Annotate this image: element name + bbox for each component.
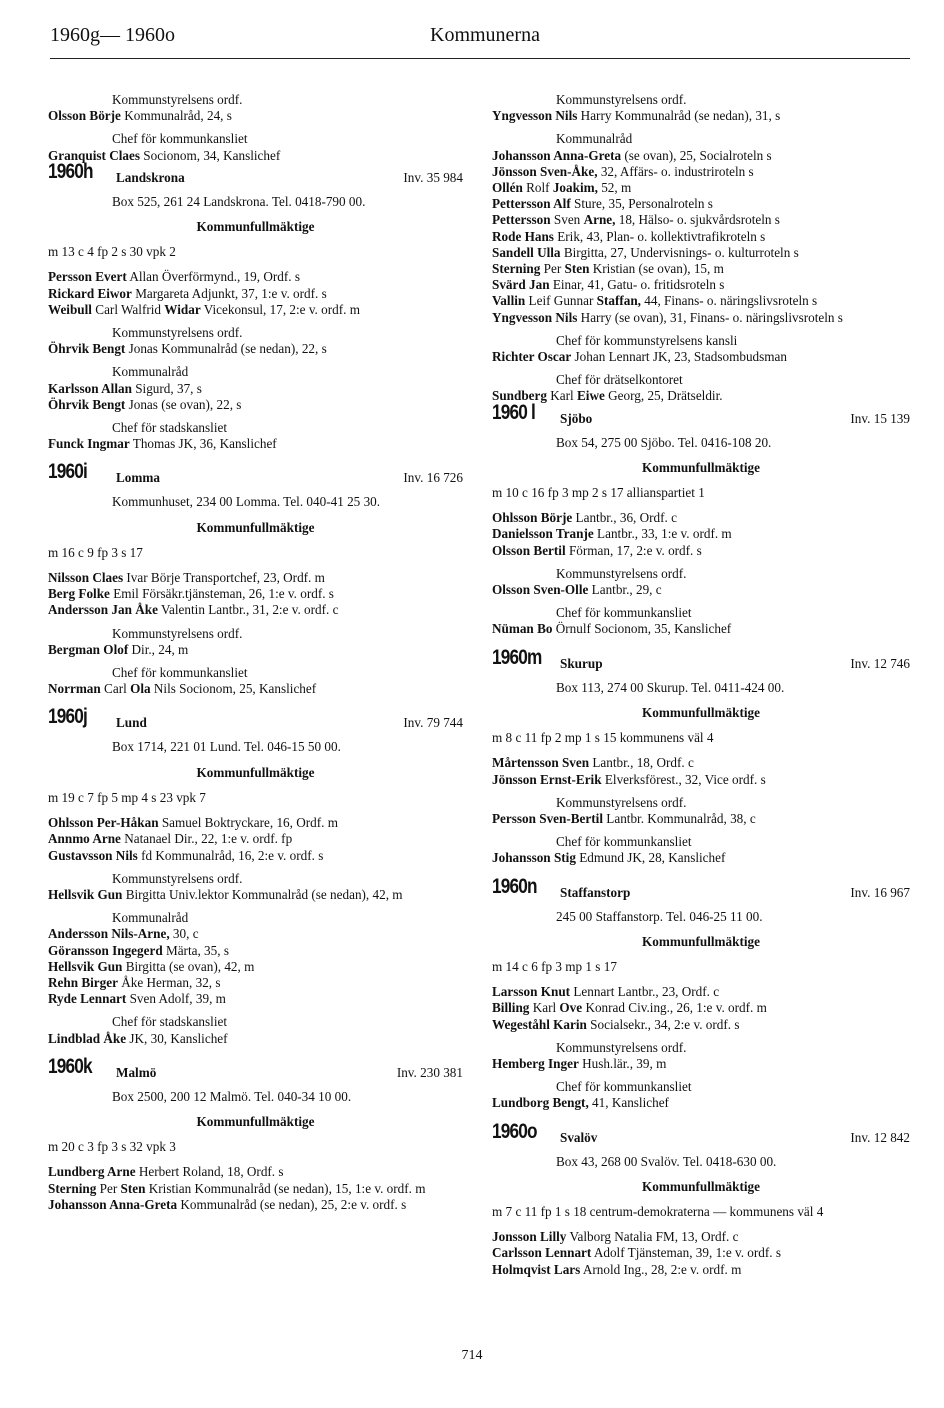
person-entry: [492, 1262, 910, 1278]
person-surname: Lundberg Arne: [48, 1164, 136, 1180]
page-number: 714: [461, 1348, 483, 1363]
person-entry: [492, 277, 910, 293]
seat-distribution: m 7 c 11 fp 1 s 18 centrum-demokraterna — kommunens väl 4: [492, 1203, 824, 1219]
population: Inv. 12 842: [850, 1129, 910, 1145]
person-details-2: 44, Finans- o. näringslivsroteln s: [640, 293, 818, 309]
person-details: Einar, 41, Gatu- o. fritidsroteln s: [549, 277, 725, 293]
person-surname: Funck Ingmar: [48, 436, 130, 452]
person-entry: [492, 212, 910, 228]
person-details: Per: [96, 1180, 121, 1196]
role-label: Kommunstyrelsens ordf.: [556, 92, 687, 107]
person-callname: Arne,: [583, 212, 616, 228]
person-details: Rolf: [522, 180, 553, 196]
municipality-name: Landskrona: [116, 169, 185, 185]
population: Inv. 79 744: [403, 715, 463, 731]
person-details: Carl Walfrid: [91, 301, 165, 317]
person-entry: [492, 229, 910, 245]
person-details: Lantbr., 18, Ordf. c: [589, 755, 694, 771]
person-details: Sigurd, 37, s: [131, 380, 202, 396]
role-label: Kommunstyrelsens ordf.: [556, 565, 687, 581]
role-label: Chef för kommunstyrelsens kansli: [556, 332, 738, 348]
role-label: Kommunstyrelsens ordf.: [112, 92, 243, 107]
municipality-name: Staffanstorp: [560, 884, 631, 900]
person-entry: [48, 302, 463, 318]
person-entry: [48, 975, 463, 991]
municipality-section: [48, 159, 463, 453]
person-surname: Olsson Börje: [48, 108, 121, 124]
person-details: Birgitta, 27, Undervisnings- o. kulturroteln s: [560, 244, 799, 260]
person-surname: Johansson Anna-Greta: [48, 1196, 178, 1212]
person-entry: [492, 293, 910, 309]
population: Inv. 16 726: [403, 470, 463, 486]
person-details: Allan Överförmynd., 19, Ordf. s: [126, 269, 300, 285]
person-surname: Persson Evert: [48, 269, 127, 285]
person-details: Dir., 24, m: [128, 641, 189, 657]
person-surname: Billing: [492, 1000, 530, 1016]
role-label: Chef för kommunkansliet: [556, 605, 692, 621]
person-details: Natanael Dir., 22, 1:e v. ordf. fp: [120, 831, 293, 847]
person-surname: Yngvesson Nils: [492, 309, 578, 325]
section-heading: [48, 705, 463, 737]
address: Box 1714, 221 01 Lund. Tel. 046-15 50 00.: [112, 739, 341, 755]
municipality-name: Skurup: [560, 655, 603, 671]
population: Inv. 230 381: [396, 1064, 463, 1080]
address: Box 2500, 200 12 Malmö. Tel. 040-34 10 00.: [112, 1088, 352, 1104]
municipality-code: 1960m: [492, 645, 542, 669]
person-surname: Bergman Olof: [48, 641, 129, 657]
person-surname: Johansson Anna-Greta: [492, 147, 622, 163]
officials: [492, 510, 910, 637]
person-entry: [48, 397, 463, 413]
person-entry: [492, 811, 910, 827]
person-surname: Weibull: [48, 301, 92, 317]
left-continuation: [48, 92, 463, 164]
person-surname: Wegeståhl Karin: [492, 1016, 587, 1032]
seat-distribution: m 10 c 16 fp 3 mp 2 s 17 allianspartiet 1: [492, 485, 705, 501]
person-surname: Carlsson Lennart: [492, 1245, 592, 1261]
seat-distribution: m 13 c 4 fp 2 s 30 vpk 2: [48, 244, 176, 260]
address: Box 525, 261 24 Landskrona. Tel. 0418-790 00.: [112, 193, 366, 209]
left-sections: [48, 159, 463, 1213]
person-details: Kommunalråd, 24, s: [120, 108, 232, 124]
person-details: Johan Lennart JK, 23, Stadsombudsman: [571, 349, 787, 365]
person-entry: [492, 388, 910, 404]
person-entry: [48, 148, 463, 164]
seat-distribution: m 20 c 3 fp 3 s 32 vpk 3: [48, 1139, 176, 1155]
person-entry: [492, 755, 910, 771]
person-entry: [48, 436, 463, 452]
person-details: Jonas Kommunalråd (se nedan), 22, s: [125, 341, 327, 357]
person-details: Lantbr., 29, c: [588, 582, 662, 598]
person-entry: [48, 991, 463, 1007]
person-surname: Öhrvik Bengt: [48, 341, 126, 357]
person-details: Örnulf Socionom, 35, Kanslichef: [552, 621, 732, 637]
officials: [48, 815, 463, 1047]
person-callname: Sten: [564, 261, 590, 277]
address: Box 43, 268 00 Svalöv. Tel. 0418-630 00.: [556, 1153, 777, 1169]
left-column: [48, 92, 463, 1213]
person-details: Herbert Roland, 18, Ordf. s: [135, 1164, 284, 1180]
person-details-2: Konrad Civ.ing., 26, 1:e v. ordf. m: [582, 1000, 767, 1016]
person-surname: Andersson Nils-Arne,: [48, 926, 170, 942]
role-label: Kommunalråd: [112, 910, 189, 926]
municipality-code: 1960i: [48, 460, 88, 484]
person-surname: Richter Oscar: [492, 349, 572, 365]
person-surname: Sundberg: [492, 388, 547, 404]
role-label: Kommunalråd: [556, 131, 633, 147]
seat-distribution: m 14 c 6 fp 3 mp 1 s 17: [492, 958, 617, 974]
person-surname: Lindblad Åke: [48, 1030, 127, 1046]
person-entry: [48, 108, 463, 124]
person-details: Valborg Natalia FM, 13, Ordf. c: [566, 1229, 739, 1245]
person-entry: [48, 570, 463, 586]
person-entry: [492, 108, 910, 124]
person-surname: Ryde Lennart: [48, 991, 127, 1007]
person-details: Thomas JK, 36, Kanslichef: [129, 436, 277, 452]
person-surname: Olsson Sven-Olle: [492, 582, 589, 598]
address: 245 00 Staffanstorp. Tel. 046-25 11 00.: [556, 908, 763, 924]
municipality-code: 1960h: [48, 159, 93, 183]
person-details: Erik, 43, Plan- o. kollektivtrafikroteln s: [553, 228, 766, 244]
person-details: Carl: [100, 681, 131, 697]
person-entry: [48, 1181, 463, 1197]
header-rule: [50, 58, 910, 59]
municipality-code: 1960j: [48, 705, 88, 729]
section-heading: [492, 645, 910, 678]
section-heading: [492, 1119, 910, 1152]
person-entry: [492, 621, 910, 637]
person-details: 30, c: [169, 926, 199, 942]
council-heading: Kommunfullmäktige: [196, 519, 315, 535]
person-details: Socialsekr., 34, 2:e v. ordf. s: [586, 1016, 740, 1032]
person-entry: [48, 341, 463, 357]
person-callname: Widar: [164, 301, 201, 317]
person-entry: [492, 772, 910, 788]
person-entry: [492, 1229, 910, 1245]
person-surname: Öhrvik Bengt: [48, 396, 126, 412]
role-label: Kommunstyrelsens ordf.: [556, 794, 687, 810]
person-surname: Ohlsson Börje: [492, 510, 573, 526]
right-column: [492, 92, 910, 1278]
person-details-2: 52, m: [597, 180, 632, 196]
person-details: Sture, 35, Personalroteln s: [570, 196, 713, 212]
person-entry: [492, 984, 910, 1000]
municipality-section: [492, 874, 910, 1112]
person-entry: [48, 943, 463, 959]
person-details: (se ovan), 25, Socialroteln s: [621, 147, 772, 163]
person-details: Sven Adolf, 39, m: [126, 991, 226, 1007]
officials: [492, 1229, 910, 1278]
person-details: Samuel Boktryckare, 16, Ordf. m: [158, 815, 338, 831]
role-label: Chef för stadskansliet: [112, 1014, 227, 1030]
person-entry: [48, 269, 463, 285]
person-entry: [48, 831, 463, 847]
person-entry: [492, 148, 910, 164]
person-details: Lantbr., 33, 1:e v. ordf. m: [593, 526, 732, 542]
person-surname: Johansson Stig: [492, 850, 576, 866]
person-surname: Sterning: [492, 261, 541, 277]
person-details: Leif Gunnar: [525, 293, 597, 309]
person-details: Elverksförest., 32, Vice ordf. s: [601, 771, 766, 787]
person-details-2: Vicekonsul, 17, 2:e v. ordf. m: [200, 301, 360, 317]
person-details: 41, Kanslichef: [588, 1095, 669, 1111]
page-header: [50, 24, 910, 56]
person-surname: Svärd Jan: [492, 277, 550, 293]
person-entry: [48, 1164, 463, 1180]
person-details-2: Nils Socionom, 25, Kanslichef: [150, 681, 317, 697]
section-heading: [48, 1054, 463, 1087]
person-entry: [492, 1095, 910, 1111]
person-surname: Pettersson Alf: [492, 196, 571, 212]
seat-distribution: m 8 c 11 fp 2 mp 1 s 15 kommunens väl 4: [492, 730, 714, 746]
section-heading: [492, 874, 910, 907]
person-details: Birgitta Univ.lektor Kommunalråd (se nedan), 42, m: [122, 886, 403, 902]
seat-distribution: m 16 c 9 fp 3 s 17: [48, 544, 143, 560]
person-surname: Jönsson Ernst-Erik: [492, 771, 602, 787]
person-surname: Holmqvist Lars: [492, 1261, 581, 1277]
right-sections: [492, 400, 910, 1278]
person-details: Märta, 35, s: [162, 942, 229, 958]
person-entry: [492, 196, 910, 212]
municipality-section: [48, 1054, 463, 1213]
person-entry: [492, 850, 910, 866]
person-details: Åke Herman, 32, s: [117, 974, 221, 990]
address: Box 54, 275 00 Sjöbo. Tel. 0416-108 20.: [556, 434, 772, 450]
person-surname: Berg Folke: [48, 586, 110, 602]
person-entry: [48, 681, 463, 697]
person-callname: Ola: [130, 681, 151, 697]
officials: [492, 984, 910, 1111]
person-surname: Lundborg Bengt,: [492, 1095, 589, 1111]
person-entry: [48, 815, 463, 831]
municipality-code: 1960o: [492, 1119, 537, 1143]
person-entry: [48, 586, 463, 602]
person-callname: Sten: [120, 1180, 146, 1196]
person-details: Karl: [546, 388, 578, 404]
person-details: Harry (se ovan), 31, Finans- o. näringslivsroteln s: [577, 309, 843, 325]
header-range: 1960g— 1960o: [50, 24, 175, 46]
person-surname: Rehn Birger: [48, 974, 118, 990]
person-details: Adolf Tjänsteman, 39, 1:e v. ordf. s: [591, 1245, 782, 1261]
municipality-section: [492, 645, 910, 867]
person-surname: Persson Sven-Bertil: [492, 810, 603, 826]
person-surname: Yngvesson Nils: [492, 108, 578, 124]
person-details: Harry Kommunalråd (se nedan), 31, s: [577, 108, 781, 124]
person-entry: [492, 310, 910, 326]
person-details: Valentin Lantbr., 31, 2:e v. ordf. c: [157, 602, 339, 618]
header-title: Kommunerna: [430, 24, 540, 46]
municipality-code: 1960 l: [492, 400, 535, 424]
person-surname: Hellsvik Gun: [48, 886, 123, 902]
section-heading: [492, 400, 910, 433]
municipality-section: [492, 400, 910, 638]
person-surname: Annmo Arne: [48, 831, 121, 847]
person-details: Förman, 17, 2:e v. ordf. s: [565, 542, 702, 558]
municipality-section: [48, 705, 463, 1046]
person-details: Hush.lär., 39, m: [578, 1055, 667, 1071]
right-continuation: [492, 92, 910, 405]
person-details: Edmund JK, 28, Kanslichef: [575, 850, 726, 866]
person-surname: Mårtensson Sven: [492, 755, 590, 771]
person-details: Lantbr. Kommunalråd, 38, c: [602, 810, 756, 826]
municipality-name: Lund: [116, 715, 147, 731]
person-entry: [48, 286, 463, 302]
person-details: Ivar Börje Transportchef, 23, Ordf. m: [123, 570, 325, 586]
person-entry: [492, 510, 910, 526]
person-entry: [48, 848, 463, 864]
officials: [48, 570, 463, 697]
person-entry: [48, 887, 463, 903]
person-entry: [48, 642, 463, 658]
population: Inv. 35 984: [403, 169, 463, 185]
person-details-2: 18, Hälso- o. sjukvårdsroteln s: [615, 212, 780, 228]
officials: [48, 269, 463, 452]
person-callname: Staffan,: [596, 293, 641, 309]
person-surname: Göransson Ingegerd: [48, 942, 163, 958]
person-entry: [492, 1056, 910, 1072]
role-label: Kommunstyrelsens ordf.: [556, 1039, 687, 1055]
person-surname: Hellsvik Gun: [48, 958, 123, 974]
municipality-section: [48, 460, 463, 697]
address: Box 113, 274 00 Skurup. Tel. 0411-424 00.: [556, 679, 785, 695]
person-surname: Sandell Ulla: [492, 244, 561, 260]
person-details: Lantbr., 36, Ordf. c: [572, 510, 677, 526]
person-entry: [48, 1197, 463, 1213]
role-label: Chef för kommunkansliet: [556, 1079, 692, 1095]
person-surname: Hemberg Inger: [492, 1055, 579, 1071]
person-details-2: Kristian Kommunalråd (se nedan), 15, 1:e v. ordf. m: [145, 1180, 426, 1196]
council-heading: Kommunfullmäktige: [642, 1178, 760, 1194]
municipality-section: [492, 1119, 910, 1278]
officials: [492, 755, 910, 866]
officials: [48, 1164, 463, 1213]
person-details: Socionom, 34, Kanslichef: [139, 147, 281, 163]
person-entry: [492, 582, 910, 598]
person-entry: [492, 261, 910, 277]
council-heading: Kommunfullmäktige: [642, 933, 760, 949]
council-heading: Kommunfullmäktige: [642, 459, 760, 475]
person-entry: [492, 1017, 910, 1033]
person-details: fd Kommunalråd, 16, 2:e v. ordf. s: [137, 847, 324, 863]
person-surname: Rickard Eiwor: [48, 285, 132, 301]
person-details: Emil Försäkr.tjänsteman, 26, 1:e v. ordf. s: [109, 586, 334, 602]
person-details: Birgitta (se ovan), 42, m: [122, 958, 255, 974]
person-entry: [48, 959, 463, 975]
person-callname: Ove: [559, 1000, 583, 1016]
person-callname: Joakim,: [552, 180, 598, 196]
council-heading: Kommunfullmäktige: [196, 219, 315, 235]
address: Kommunhuset, 234 00 Lomma. Tel. 040-41 25 30.: [112, 494, 381, 510]
person-entry: [492, 1000, 910, 1016]
person-surname: Nilsson Claes: [48, 570, 124, 586]
person-entry: [492, 543, 910, 559]
person-details: Lennart Lantbr., 23, Ordf. c: [570, 984, 720, 1000]
person-entry: [492, 245, 910, 261]
role-label: Chef för kommunkansliet: [112, 665, 248, 681]
person-details: Arnold Ing., 28, 2:e v. ordf. m: [580, 1261, 742, 1277]
person-entry: [492, 180, 910, 196]
role-label: Kommunstyrelsens ordf.: [112, 625, 243, 641]
council-heading: Kommunfullmäktige: [196, 1113, 315, 1129]
section-heading: [48, 159, 463, 192]
population: Inv. 15 139: [850, 410, 910, 426]
role-label: Chef för kommunkansliet: [112, 131, 248, 147]
person-details: Sven: [550, 212, 584, 228]
role-label: Kommunstyrelsens ordf.: [112, 325, 243, 341]
municipality-code: 1960k: [48, 1054, 92, 1078]
municipality-name: Svalöv: [560, 1129, 598, 1145]
person-callname: Eiwe: [577, 388, 605, 404]
person-details: Per: [540, 261, 565, 277]
person-details: 32, Affärs- o. industriroteln s: [597, 163, 754, 179]
person-surname: Larsson Knut: [492, 984, 571, 1000]
person-surname: Karlsson Allan: [48, 380, 132, 396]
person-details: Margareta Adjunkt, 37, 1:e v. ordf. s: [131, 285, 327, 301]
person-entry: [492, 164, 910, 180]
council-heading: Kommunfullmäktige: [642, 704, 760, 720]
person-surname: Nüman Bo: [492, 621, 553, 637]
person-details: Karl: [529, 1000, 560, 1016]
section-heading: [48, 460, 463, 492]
municipality-name: Sjöbo: [560, 410, 593, 426]
role-label: Kommunstyrelsens ordf.: [112, 870, 243, 886]
person-surname: Ollén: [492, 180, 523, 196]
person-surname: Sterning: [48, 1180, 97, 1196]
person-details-2: Georg, 25, Drätseldir.: [604, 388, 723, 404]
role-label: Kommunalråd: [112, 364, 189, 380]
person-details: Jonas (se ovan), 22, s: [125, 396, 242, 412]
person-surname: Granquist Claes: [48, 147, 140, 163]
population: Inv. 12 746: [850, 655, 910, 671]
role-label: Chef för drätselkontoret: [556, 372, 683, 388]
seat-distribution: m 19 c 7 fp 5 mp 4 s 23 vpk 7: [48, 789, 206, 805]
person-surname: Ohlsson Per-Håkan: [48, 815, 159, 831]
person-surname: Andersson Jan Åke: [48, 602, 158, 618]
municipality-name: Malmö: [116, 1064, 157, 1080]
role-label: Chef för kommunkansliet: [556, 834, 692, 850]
person-details: Kommunalråd (se nedan), 25, 2:e v. ordf. s: [177, 1196, 407, 1212]
person-entry: [48, 1031, 463, 1047]
person-entry: [48, 381, 463, 397]
person-surname: Jonsson Lilly: [492, 1229, 567, 1245]
person-entry: [48, 602, 463, 618]
population: Inv. 16 967: [850, 884, 910, 900]
municipality-code: 1960n: [492, 874, 537, 898]
person-details-2: Kristian (se ovan), 15, m: [589, 261, 724, 277]
person-surname: Olsson Bertil: [492, 542, 566, 558]
municipality-name: Lomma: [116, 470, 160, 486]
person-surname: Rode Hans: [492, 228, 554, 244]
person-surname: Gustavsson Nils: [48, 847, 138, 863]
person-surname: Vallin: [492, 293, 526, 309]
person-surname: Jönsson Sven-Åke,: [492, 163, 598, 179]
person-surname: Norrman: [48, 681, 101, 697]
person-entry: [492, 349, 910, 365]
person-entry: [492, 526, 910, 542]
person-details: JK, 30, Kanslichef: [126, 1030, 228, 1046]
person-surname: Pettersson: [492, 212, 551, 228]
council-heading: Kommunfullmäktige: [196, 764, 315, 780]
person-entry: [48, 926, 463, 942]
person-entry: [492, 1245, 910, 1261]
person-surname: Danielsson Tranje: [492, 526, 594, 542]
role-label: Chef för stadskansliet: [112, 420, 227, 436]
